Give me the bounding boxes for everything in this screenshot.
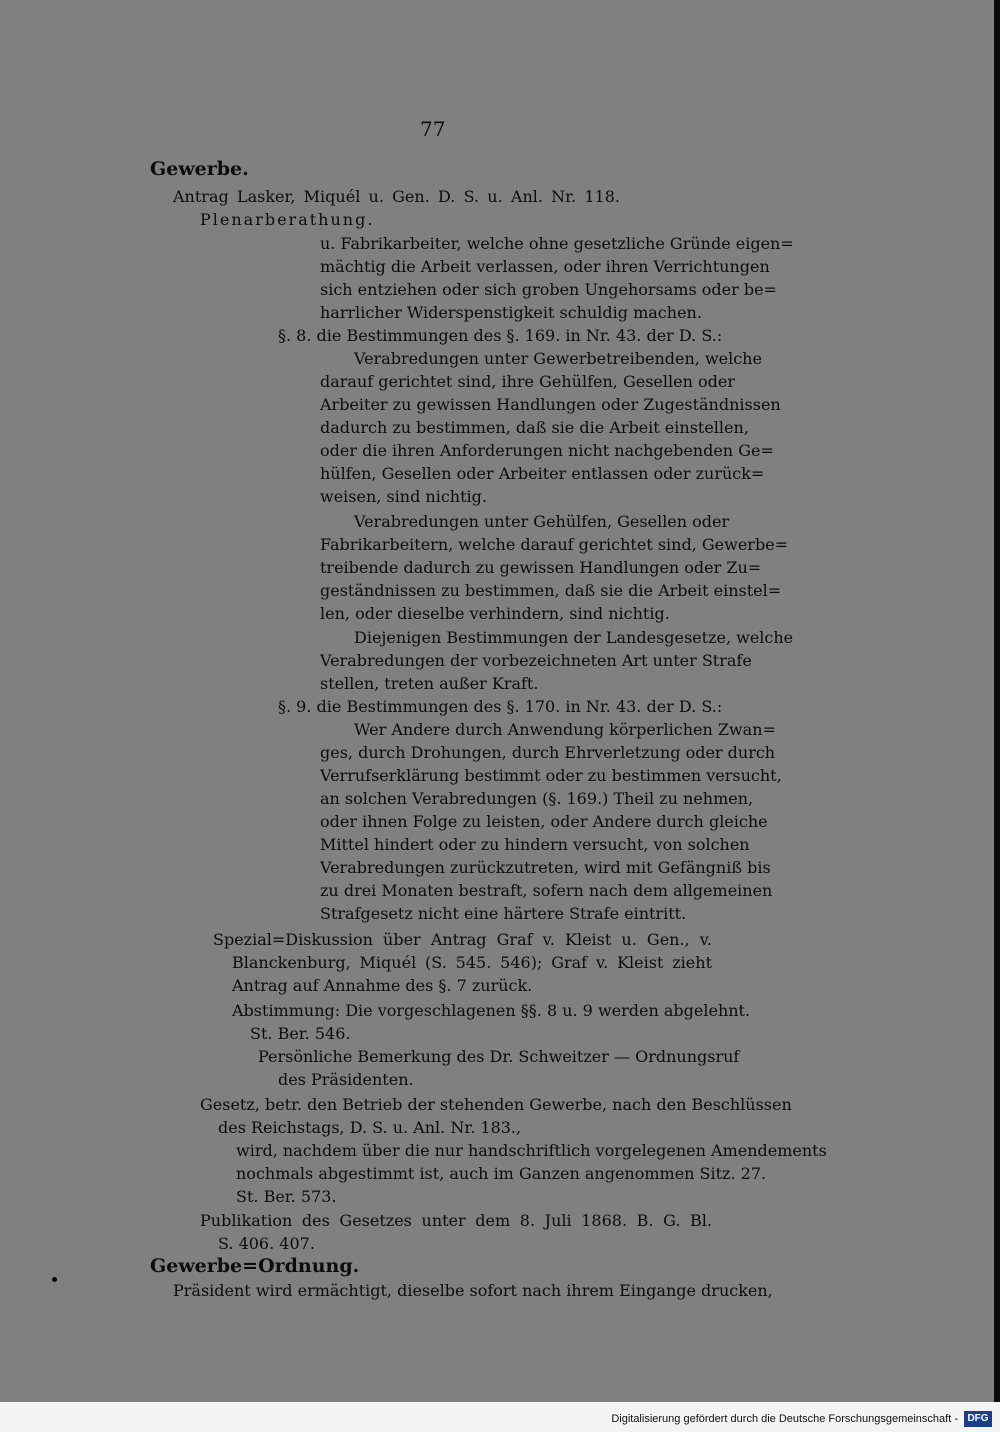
text-line: Verrufserklärung bestimmt oder zu bestimmen versucht,: [320, 766, 782, 785]
text-line: mächtig die Arbeit verlassen, oder ihren Verrichtungen: [320, 257, 770, 276]
page-number: 77: [420, 117, 446, 141]
text-line: Verabredungen der vorbezeichneten Art unter Strafe: [320, 651, 752, 670]
section-heading-gewerbe: Gewerbe.: [150, 158, 249, 180]
text-line: Persönliche Bemerkung des Dr. Schweitzer — Ordnungsruf: [258, 1047, 740, 1066]
dfg-logo-icon: DFG: [964, 1411, 992, 1427]
text-line: Abstimmung: Die vorgeschlagenen §§. 8 u. 9 werden abgelehnt.: [232, 1001, 751, 1020]
text-line: Blanckenburg, Miquél (S. 545. 546); Graf v. Kleist zieht: [232, 953, 712, 972]
text-line: oder die ihren Anforderungen nicht nachgebenden Ge=: [320, 441, 774, 460]
text-line: Verabredungen unter Gewerbetreibenden, welche: [354, 349, 762, 368]
text-line: Verabredungen unter Gehülfen, Gesellen oder: [354, 512, 730, 531]
text-line: Publikation des Gesetzes unter dem 8. Juli 1868. B. G. Bl.: [200, 1211, 712, 1230]
text-line: Plenarberathung.: [200, 210, 375, 229]
text-line: St. Ber. 573.: [236, 1187, 337, 1206]
footer-credit: Digitalisierung gefördert durch die Deutsche Forschungsgemeinschaft -: [611, 1413, 958, 1425]
text-line: weisen, sind nichtig.: [320, 487, 487, 506]
text-line: u. Fabrikarbeiter, welche ohne gesetzliche Gründe eigen=: [320, 234, 794, 253]
text-line: nochmals abgestimmt ist, auch im Ganzen angenommen Sitz. 27.: [236, 1164, 767, 1183]
text-line: dadurch zu bestimmen, daß sie die Arbeit einstellen,: [320, 418, 749, 437]
text-line: Strafgesetz nicht eine härtere Strafe eintritt.: [320, 904, 687, 923]
text-line: des Präsidenten.: [278, 1070, 414, 1089]
scan-right-edge: [994, 0, 1000, 1432]
text-line: Präsident wird ermächtigt, dieselbe sofort nach ihrem Eingange drucken,: [173, 1281, 773, 1300]
text-line: §. 9. die Bestimmungen des §. 170. in Nr. 43. der D. S.:: [278, 697, 723, 716]
text-line: Mittel hindert oder zu hindern versucht, von solchen: [320, 835, 750, 854]
text-line: hülfen, Gesellen oder Arbeiter entlassen oder zurück=: [320, 464, 765, 483]
footer-bar: [0, 1402, 1000, 1432]
text-line: treibende dadurch zu gewissen Handlungen oder Zu=: [320, 558, 762, 577]
text-line: St. Ber. 546.: [250, 1024, 351, 1043]
text-line: an solchen Verabredungen (§. 169.) Theil zu nehmen,: [320, 789, 754, 808]
text-line: Verabredungen zurückzutreten, wird mit Gefängniß bis: [320, 858, 771, 877]
text-line: ges, durch Drohungen, durch Ehrverletzung oder durch: [320, 743, 776, 762]
text-line: S. 406. 407.: [218, 1234, 315, 1253]
text-line: zu drei Monaten bestraft, sofern nach dem allgemeinen: [320, 881, 773, 900]
text-line: Antrag Lasker, Miquél u. Gen. D. S. u. Anl. Nr. 118.: [173, 187, 620, 206]
text-line: harrlicher Widerspenstigkeit schuldig machen.: [320, 303, 702, 322]
text-line: geständnissen zu bestimmen, daß sie die Arbeit einstel=: [320, 581, 782, 600]
text-line: Gesetz, betr. den Betrieb der stehenden Gewerbe, nach den Beschlüssen: [200, 1095, 792, 1114]
text-line: darauf gerichtet sind, ihre Gehülfen, Gesellen oder: [320, 372, 735, 391]
text-line: Diejenigen Bestimmungen der Landesgesetze, welche: [354, 628, 794, 647]
section-heading-gewerbe-ordnung: Gewerbe=Ordnung.: [150, 1255, 360, 1277]
text-line: des Reichstags, D. S. u. Anl. Nr. 183.,: [218, 1118, 522, 1137]
text-line: stellen, treten außer Kraft.: [320, 674, 539, 693]
text-line: Arbeiter zu gewissen Handlungen oder Zugeständnissen: [320, 395, 781, 414]
text-line: wird, nachdem über die nur handschriftlich vorgelegenen Amendements: [236, 1141, 827, 1160]
text-line: Spezial=Diskussion über Antrag Graf v. Kleist u. Gen., v.: [213, 930, 712, 949]
text-line: §. 8. die Bestimmungen des §. 169. in Nr. 43. der D. S.:: [278, 326, 723, 345]
scan-speck: [52, 1277, 57, 1282]
text-line: Antrag auf Annahme des §. 7 zurück.: [232, 976, 533, 995]
text-line: Fabrikarbeitern, welche darauf gerichtet sind, Gewerbe=: [320, 535, 789, 554]
text-line: sich entziehen oder sich groben Ungehorsams oder be=: [320, 280, 777, 299]
text-line: Wer Andere durch Anwendung körperlichen Zwan=: [354, 720, 776, 739]
text-line: len, oder dieselbe verhindern, sind nichtig.: [320, 604, 670, 623]
text-line: oder ihnen Folge zu leisten, oder Andere durch gleiche: [320, 812, 768, 831]
